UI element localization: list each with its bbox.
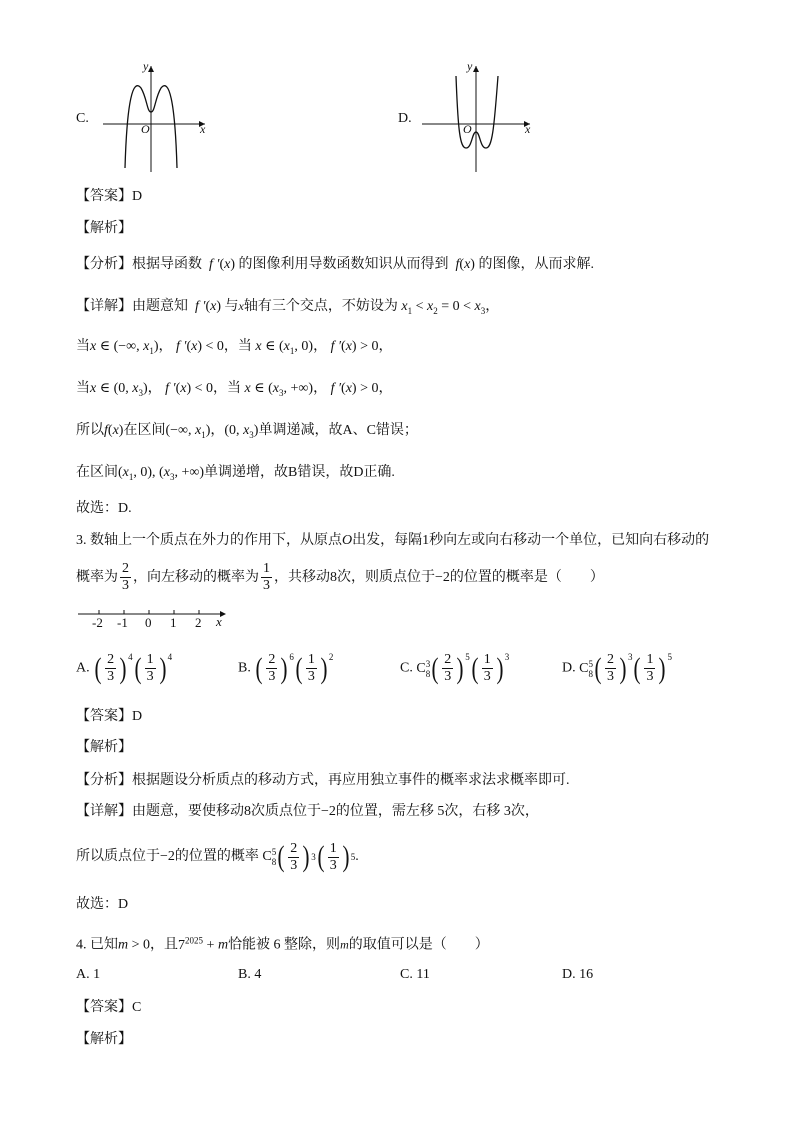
q4-option-b: B. 4	[238, 967, 262, 982]
q4-option-d: D. 16	[562, 967, 594, 982]
option-d-label: D.	[398, 111, 412, 126]
tick-0: 0	[145, 615, 152, 630]
q3-so: 所以质点位于−2的位置的概率 C 5 8 ( $\frac{2}{3}$ ) 3 ( $\frac{1}{3}$ ) 5 .	[76, 840, 359, 873]
q3-option-d: D. C 5 8 ( $\frac{2}{3}$ ) $^3$ ( $\frac{1}{3}$ ) $^5$	[562, 651, 672, 685]
graph-c-origin: O	[141, 122, 150, 136]
graph-d-x: x	[525, 122, 531, 136]
q2-line4: 所以f(x)在区间(−∞, $x_1$)，(0, $x_3$)单调递减，故A、C错误；	[76, 423, 418, 440]
graph-c-x: x	[200, 122, 206, 136]
q2-line5: 在区间($x_1$, 0), ($x_3$, +∞)单调递增，故B错误，故D正确.	[76, 465, 395, 482]
q2-choose: 故选：D.	[76, 501, 132, 516]
q2-line3: 当x ∈ (0, $x_3$)， f ′(x) < 0，当 x ∈ ($x_3$, +∞)， f ′(x) > 0，	[76, 381, 393, 398]
q4-analysis-label: 【解析】	[76, 1032, 132, 1047]
q3-option-c: C. C 3 8 ( $\frac{2}{3}$ ) $^5$ ( $\frac{1}{3}$ ) $^3$	[400, 651, 510, 685]
q4-option-c: C. 11	[400, 967, 430, 982]
q4-stem: 4. 已知m > 0，且$7^{2025} + m$恰能被 6 整除，则m的取值可以是（ ）	[76, 935, 489, 953]
q3-choose: 故选：D	[76, 897, 129, 912]
q2-fenxi: 【分析】根据导函数 f ′(x) 的图像利用导数函数知识从而得到 f(x) 的图像，从而求解.	[76, 257, 594, 272]
q3-answer: 【答案】D	[76, 709, 143, 724]
tick-1: 1	[170, 615, 177, 630]
q3-xiangjie: 【详解】由题意，要使移动8次质点位于−2的位置，需左移 5次，右移 3次，	[76, 804, 539, 819]
q3-fenxi: 【分析】根据题设分析质点的移动方式，再应用独立事件的概率求法求概率即可.	[76, 773, 570, 788]
graph-c	[95, 60, 215, 175]
graph-d	[420, 60, 540, 175]
graph-d-origin: O	[463, 122, 472, 136]
q2-xiangjie-line1: 【详解】由题意知 f ′(x) 与x轴有三个交点，不妨设为 $x_1 < x_2 = 0 < x_3$，	[76, 299, 500, 316]
axis-x-label: x	[216, 614, 222, 629]
q2-line2: 当x ∈ (−∞, $x_1$)， f ′(x) < 0，当 x ∈ ($x_1$, 0)， f ′(x) > 0，	[76, 339, 393, 356]
q3-stem-line1: 3. 数轴上一个质点在外力的作用下，从原点O出发，每隔1秒向左或向右移动一个单位，已知向右移动的	[76, 533, 710, 548]
tick-neg2: -2	[92, 615, 103, 630]
q2-answer: 【答案】D	[76, 189, 143, 204]
q4-answer: 【答案】C	[76, 1000, 142, 1015]
q3-stem-line2: 概率为 $\frac{2}{3}$ ，向左移动的概率为 $\frac{1}{3}$ ，共移动8次，则质点位于−2的位置的概率是（ ）	[76, 561, 604, 594]
graph-d-y: y	[467, 59, 473, 73]
tick-2: 2	[195, 615, 202, 630]
q2-analysis-label: 【解析】	[76, 221, 132, 236]
q3-option-a: A. ( $\frac{2}{3}$ ) $^4$ ( $\frac{1}{3}$ ) $^4$	[76, 651, 173, 685]
graph-c-y: y	[143, 59, 149, 73]
q3-option-b: B. ( $\frac{2}{3}$ ) $^6$ ( $\frac{1}{3}$ ) $^2$	[238, 651, 334, 685]
tick-neg1: -1	[117, 615, 128, 630]
option-c-label: C.	[76, 111, 89, 126]
q3-analysis-label: 【解析】	[76, 740, 132, 755]
q4-option-a: A. 1	[76, 967, 101, 982]
